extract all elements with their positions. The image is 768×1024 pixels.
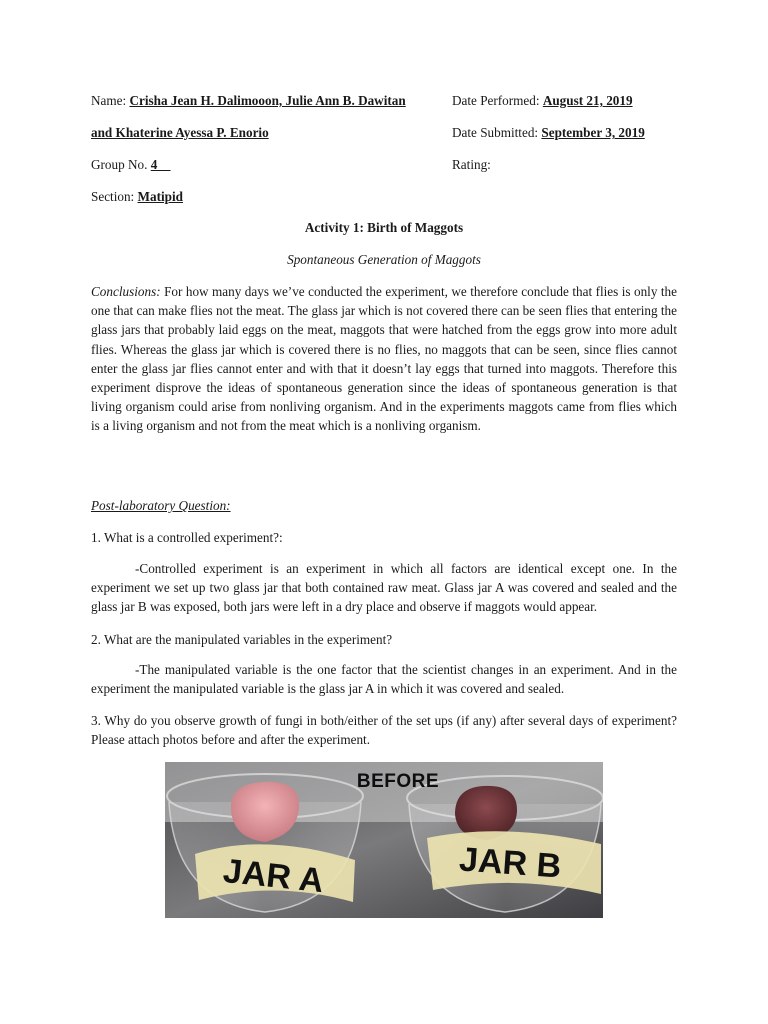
- before-photo: [165, 762, 603, 918]
- date-submitted-value: September 3, 2019: [541, 125, 645, 140]
- group-value: 4: [150, 157, 171, 172]
- date-submitted-line: [452, 125, 645, 141]
- jar-a-label: JAR A: [221, 851, 326, 901]
- rating-line: [452, 157, 491, 173]
- answer-2: -The manipulated variable is the one factor that the scientist changes in an experiment. And in the experiment the manipulated variable is the glass jar A in which it was covered and sealed.: [91, 662, 677, 697]
- name-value: Crisha Jean H. Dalimooon, Julie Ann B. Dawitan: [129, 93, 406, 108]
- post-lab-heading: [91, 496, 677, 515]
- conclusions-text: For how many days we’ve conducted the experiment, we therefore conclude that flies is only the one that can make flies not the meat. The glass jar which is not covered there can be seen flies that entering the glass jars that probably laid eggs on the meat, maggots that were hatched from the eggs grow into more adult flies. Whereas the glass jar which is covered there is no flies, no maggots that can be seen, since flies cannot enter the glass jar flies cannot enter and with that it doesn’t lay eggs that turned into maggots. Therefore this experiment disprove the ideas of spontaneous generation since the ideas of spontaneous generation is that living organism could arise from nonliving organism. And in the experiments maggots came from flies which is a living organism and not from the meat which is a nonliving organism.: [91, 284, 678, 434]
- activity-title: Activity 1: Birth of Maggots: [304, 220, 464, 235]
- section-label: Section:: [91, 189, 135, 204]
- names-line-2: [91, 125, 269, 141]
- activity-subtitle: Spontaneous Generation of Maggots: [287, 252, 481, 267]
- post-lab-heading-text: Post-laboratory Question:: [91, 498, 231, 513]
- question-1: 1. What is a controlled experiment?:: [91, 530, 283, 545]
- section-value: Matipid: [137, 189, 183, 204]
- name-line: [91, 93, 406, 109]
- section-line: [91, 189, 183, 205]
- before-caption: BEFORE: [356, 771, 440, 792]
- names-value-2: and Khaterine Ayessa P. Enorio: [91, 125, 269, 140]
- group-line: [91, 157, 171, 173]
- question-3: 3. Why do you observe growth of fungi in both/either of the set ups (if any) after several days of experiment? Please attach photos before and after the experiment.: [91, 713, 677, 748]
- date-performed-label: Date Performed:: [452, 93, 540, 108]
- name-label: Name:: [91, 93, 127, 108]
- group-label: Group No.: [91, 157, 148, 172]
- question-2: 2. What are the manipulated variables in the experiment?: [91, 632, 393, 647]
- date-performed-value: August 21, 2019: [542, 93, 633, 108]
- conclusions-label: Conclusions:: [91, 284, 161, 299]
- date-performed-line: [452, 93, 633, 109]
- conclusions-paragraph: [91, 282, 677, 436]
- rating-label: Rating:: [452, 157, 491, 172]
- jar-b-label: JAR B: [457, 840, 563, 886]
- answer-1: -Controlled experiment is an experiment in which all factors are identical except one. In the experiment we set up two glass jar that both contained raw meat. Glass jar A was covered and sealed and the glass jar B was exposed, both jars were left in a dry place and observe if maggots would appear.: [91, 561, 677, 615]
- date-submitted-label: Date Submitted:: [452, 125, 539, 140]
